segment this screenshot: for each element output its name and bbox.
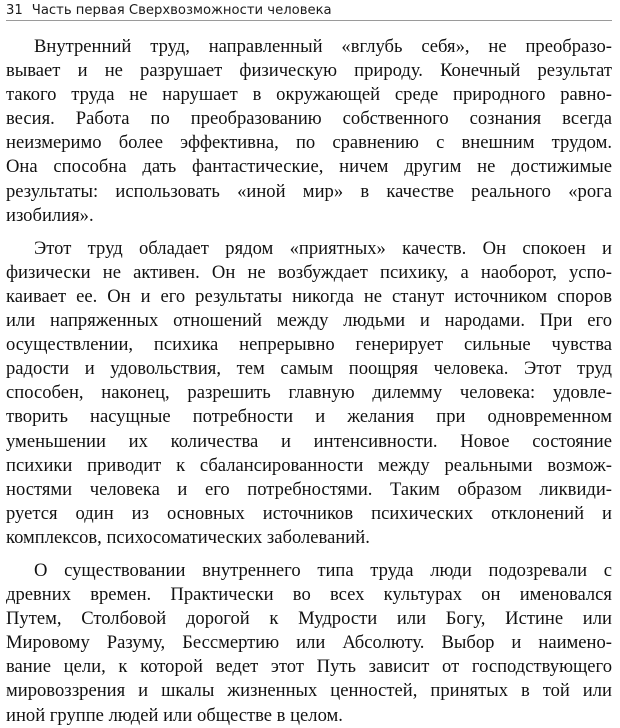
text-line: ностями человека и его потребностями. Таким образом ликвиди- <box>6 478 612 500</box>
text-line: радости и удовольствия, тем самым поощряя человека. Этот труд <box>6 358 612 380</box>
text-line: изобилия». <box>6 204 94 226</box>
text-line: вание цели, к которой ведет этот Путь зависит от господствующего <box>6 656 612 678</box>
text-line: весия. Работа по преобразованию собственного сознания всегда <box>6 108 612 130</box>
text-line: такого труда не нарушает в окружающей среде природного равно- <box>6 84 612 106</box>
text-line: руется один из основных источников психических отклонений и <box>6 502 612 524</box>
text-line: творить насущные потребности и желания при одновременном <box>6 406 612 428</box>
text-line: результаты: использовать «иной мир» в качестве реального «рога <box>6 180 612 202</box>
running-header <box>6 0 612 21</box>
text-line: способен, наконец, разрешить главную дилемму человека: удовле- <box>6 382 612 404</box>
paragraph <box>6 35 612 228</box>
text-line: неизмеримо более эффективна, по сравнению с внешним трудом. <box>6 132 612 154</box>
text-line: вывает и не разрушает физическую природу. Конечный результат <box>6 60 612 82</box>
page-number: 31 <box>6 3 23 18</box>
text-line: Мировому Разуму, Бессмертию или Абсолюту. Выбор и наимено- <box>6 632 612 654</box>
text-line: Этот труд обладает рядом «приятных» качеств. Он спокоен и <box>34 237 612 259</box>
text-line: осуществлении, психика непрерывно генерирует сильные чувства <box>6 334 612 356</box>
running-title: Часть первая Сверхвозможности человека <box>31 3 332 18</box>
text-line: Она способна дать фантастические, ничем другим не достижимые <box>6 156 612 178</box>
text-line: или напряженных отношений между людьми и народами. При его <box>6 310 612 332</box>
paragraph <box>6 559 612 728</box>
text-line: психики приводит к сбалансированности между реальными возмож- <box>6 454 612 476</box>
text-line: комплексов, психосоматических заболеваний. <box>6 526 370 548</box>
text-line: Внутренний труд, направленный «вглубь себя», не преобразо- <box>34 36 612 57</box>
text-line: О существовании внутреннего типа труда люди подозревали с <box>34 559 612 581</box>
paragraph <box>6 237 612 550</box>
text-line: иной группе людей или обществе в целом. <box>6 704 343 726</box>
text-line: уменьшении их количества и интенсивности. Новое состояние <box>6 430 612 452</box>
text-line: каивает ее. Он и его результаты никогда не станут источником споров <box>6 285 612 307</box>
text-line: древних времен. Практически во всех культурах он именовался <box>6 584 612 606</box>
text-line: физически не активен. Он не возбуждает психику, а наоборот, успо- <box>6 261 612 283</box>
text-line: мировоззрения и шкалы жизненных ценностей, принятых в той или <box>6 680 612 702</box>
body-text <box>6 35 612 728</box>
text-line: Путем, Столбовой дорогой к Мудрости или Богу, Истине или <box>6 608 612 630</box>
